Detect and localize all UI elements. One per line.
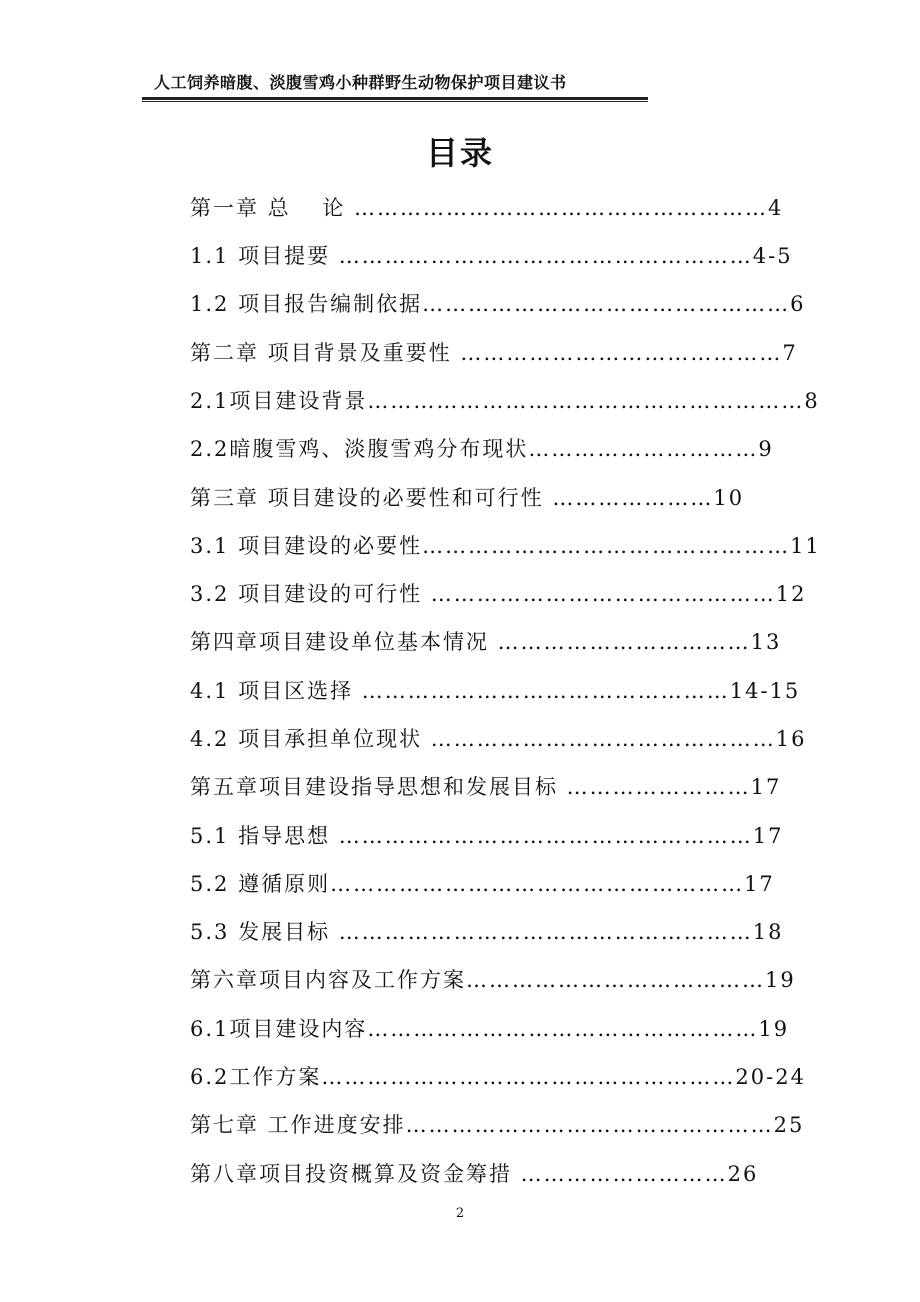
toc-entry[interactable]: 第二章 项目背景及重要性 ……………………………………7 [190,341,798,365]
toc-entry[interactable]: 第一章 总 论 ………………………………………………4 [190,196,784,220]
header-rule-thin [142,101,648,102]
toc-entry[interactable]: 第五章项目建设指导思想和发展目标 ……………………17 [190,775,782,799]
toc-entry[interactable]: 第四章项目建设单位基本情况 ……………………………13 [190,630,782,654]
document-title: 目录 [425,134,494,172]
toc-entry[interactable]: 1.1 项目提要 ………………………………………………4-5 [190,244,793,268]
toc-entry[interactable]: 5.1 指导思想 ………………………………………………17 [190,824,784,848]
toc-entry[interactable]: 5.3 发展目标 ………………………………………………18 [190,920,784,944]
toc-entry[interactable]: 第八章项目投资概算及资金筹措 ………………………26 [190,1162,759,1186]
toc-entry[interactable]: 第三章 项目建设的必要性和可行性 …………………10 [190,486,745,510]
toc-entry[interactable]: 3.1 项目建设的必要性…………………………………………11 [190,534,821,558]
toc-entry[interactable]: 3.2 项目建设的可行性 ………………………………………12 [190,582,807,606]
toc-entry[interactable]: 第七章 工作进度安排…………………………………………25 [190,1113,805,1137]
page-number: 2 [455,1206,465,1221]
toc-entry[interactable]: 4.2 项目承担单位现状 ………………………………………16 [190,727,807,751]
toc-entry[interactable]: 6.1项目建设内容……………………………………………19 [190,1017,790,1041]
toc-entry[interactable]: 6.2工作方案………………………………………………20-24 [190,1065,806,1089]
toc-entry[interactable]: 2.2暗腹雪鸡、淡腹雪鸡分布现状…………………………9 [190,437,774,461]
toc-entry[interactable]: 2.1项目建设背景…………………………………………………8 [190,389,820,413]
header-rule-thick [142,97,648,100]
header-title: 人工饲养暗腹、淡腹雪鸡小种群野生动物保护项目建议书 [154,73,567,92]
running-header [142,70,648,102]
toc-entry[interactable]: 5.2 遵循原则………………………………………………17 [190,872,775,896]
toc-entry[interactable]: 1.2 项目报告编制依据…………………………………………6 [190,292,806,316]
toc-entry[interactable]: 4.1 项目区选择 …………………………………………14-15 [190,679,801,703]
toc-entry[interactable]: 第六章项目内容及工作方案…………………………………19 [190,968,796,992]
